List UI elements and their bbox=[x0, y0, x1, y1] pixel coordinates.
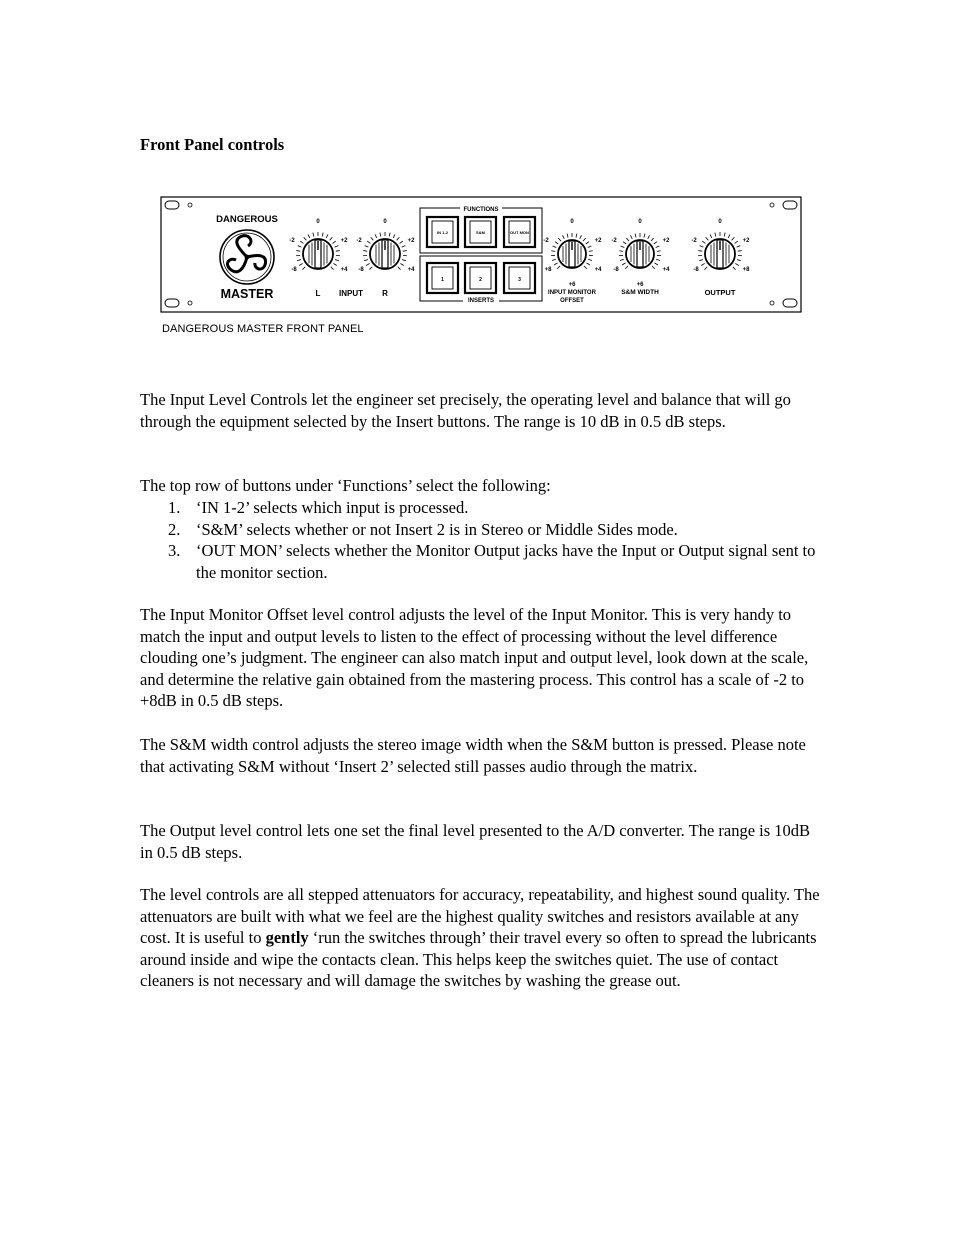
knob-scale-label: -2 bbox=[356, 238, 362, 244]
width-label: S&M WIDTH bbox=[621, 289, 659, 296]
function-button bbox=[465, 217, 496, 247]
output-label: OUTPUT bbox=[704, 288, 736, 297]
page-title: Front Panel controls bbox=[140, 135, 285, 154]
insert-button bbox=[504, 263, 535, 293]
level-controls-paragraph: The level controls are all stepped attenuators for accuracy, repeatability, and highest sound quality. The attenuators are built with what we feel are the highest quality switches and resistors available at any cost. It is useful to gently ‘run the switches through’ their travel every so often to spread the lubricants around inside and wipe the contacts clean. This helps keep the switches quiet. The use of contact cleaners is not necessary and will damage the switches by washing the grease out. bbox=[140, 885, 820, 991]
list-item: 2. ‘S&M’ selects whether or not Insert 2 is in Stereo or Middle Sides mode. bbox=[168, 519, 678, 539]
monitor-label-1: INPUT MONITOR bbox=[548, 290, 596, 296]
functions-label: FUNCTIONS bbox=[463, 207, 499, 213]
knob-scale-label: +2 bbox=[742, 238, 750, 244]
knob-scale-label: 0 bbox=[383, 219, 387, 225]
function-button-label: OUT MON bbox=[510, 230, 529, 235]
output-paragraph: The Output level control lets one set the final level presented to the A/D converter. The range is 10dB in 0.5 dB steps. bbox=[140, 821, 811, 862]
knob-scale-label: 0 bbox=[570, 219, 574, 225]
function-button-label: IN 1-2 bbox=[437, 230, 448, 235]
knob-scale-label: -2 bbox=[691, 238, 697, 244]
functions-list bbox=[140, 497, 820, 583]
knob-scale-label: +2 bbox=[340, 238, 348, 244]
knob-scale-label: +8 bbox=[742, 267, 750, 273]
knob-scale-label: 0 bbox=[718, 219, 722, 225]
knob-scale-label: +2 bbox=[594, 238, 602, 244]
insert-button-label: 2 bbox=[479, 277, 482, 283]
knob-scale-label: +4 bbox=[407, 267, 415, 273]
list-item: 3. ‘OUT MON’ selects whether the Monitor Output jacks have the Input or Output signal sent to the monitor section. bbox=[168, 541, 816, 582]
monitor-label-2: OFFSET bbox=[560, 298, 584, 304]
knob-scale-label: +4 bbox=[594, 267, 602, 273]
knob-scale-label: -2 bbox=[289, 238, 295, 244]
function-button bbox=[427, 217, 458, 247]
input-right-label: R bbox=[382, 289, 388, 298]
intro-paragraph: The Input Level Controls let the engineer set precisely, the operating level and balance that will go through the equipment selected by the Insert buttons. The range is 10 dB in 0.5 dB steps. bbox=[140, 390, 791, 431]
knob-scale-label: +2 bbox=[662, 238, 670, 244]
knob-scale-label: -2 bbox=[611, 238, 617, 244]
front-panel-figure bbox=[160, 196, 802, 314]
knob-scale-label: 0 bbox=[316, 219, 320, 225]
dangerous-logo-icon bbox=[220, 230, 274, 284]
functions-intro: The top row of buttons under ‘Functions’ select the following: bbox=[140, 476, 551, 495]
inserts-label: INSERTS bbox=[467, 298, 495, 304]
insert-button bbox=[427, 263, 458, 293]
knob-scale-label: +4 bbox=[662, 267, 670, 273]
input-left-label: L bbox=[315, 289, 321, 298]
knob-scale-label: +8 bbox=[544, 267, 552, 273]
knob-scale-label: -8 bbox=[693, 267, 699, 273]
function-button-label: S&M bbox=[476, 230, 485, 235]
figure-caption: DANGEROUS MASTER FRONT PANEL bbox=[162, 323, 364, 335]
knob-scale-label: 0 bbox=[638, 219, 642, 225]
knob-scale-label: -8 bbox=[358, 267, 364, 273]
knob-scale-label: +4 bbox=[340, 267, 348, 273]
width-paragraph: The S&M width control adjusts the stereo image width when the S&M button is pressed. Please note that activating S&M without ‘Insert 2’ selected still passes audio through the matrix. bbox=[140, 735, 806, 776]
list-item: 1. ‘IN 1-2’ selects which input is processed. bbox=[168, 498, 469, 517]
knob-scale-label: -8 bbox=[613, 267, 619, 273]
knob-scale-label: -8 bbox=[291, 267, 297, 273]
brand-top: DANGEROUS bbox=[216, 214, 278, 225]
knob-scale-label: +6 bbox=[568, 282, 576, 288]
insert-button-label: 3 bbox=[518, 277, 521, 283]
knob-scale-label: -2 bbox=[543, 238, 549, 244]
insert-button bbox=[465, 263, 496, 293]
brand-bottom: MASTER bbox=[220, 287, 274, 301]
insert-button-label: 1 bbox=[441, 277, 444, 283]
knob-scale-label: +6 bbox=[636, 282, 644, 288]
knob-scale-label: +2 bbox=[407, 238, 415, 244]
monitor-offset-paragraph: The Input Monitor Offset level control adjusts the level of the Input Monitor. This is very handy to match the input and output levels to listen to the effect of processing without the level difference clouding one’s judgment. The engineer can also match input and output level, look down at the scale, and determine the relative gain obtained from the mastering process. This control has a scale of -2 to +8dB in 0.5 dB steps. bbox=[140, 605, 809, 711]
function-button bbox=[504, 217, 535, 247]
input-label: INPUT bbox=[339, 289, 363, 298]
